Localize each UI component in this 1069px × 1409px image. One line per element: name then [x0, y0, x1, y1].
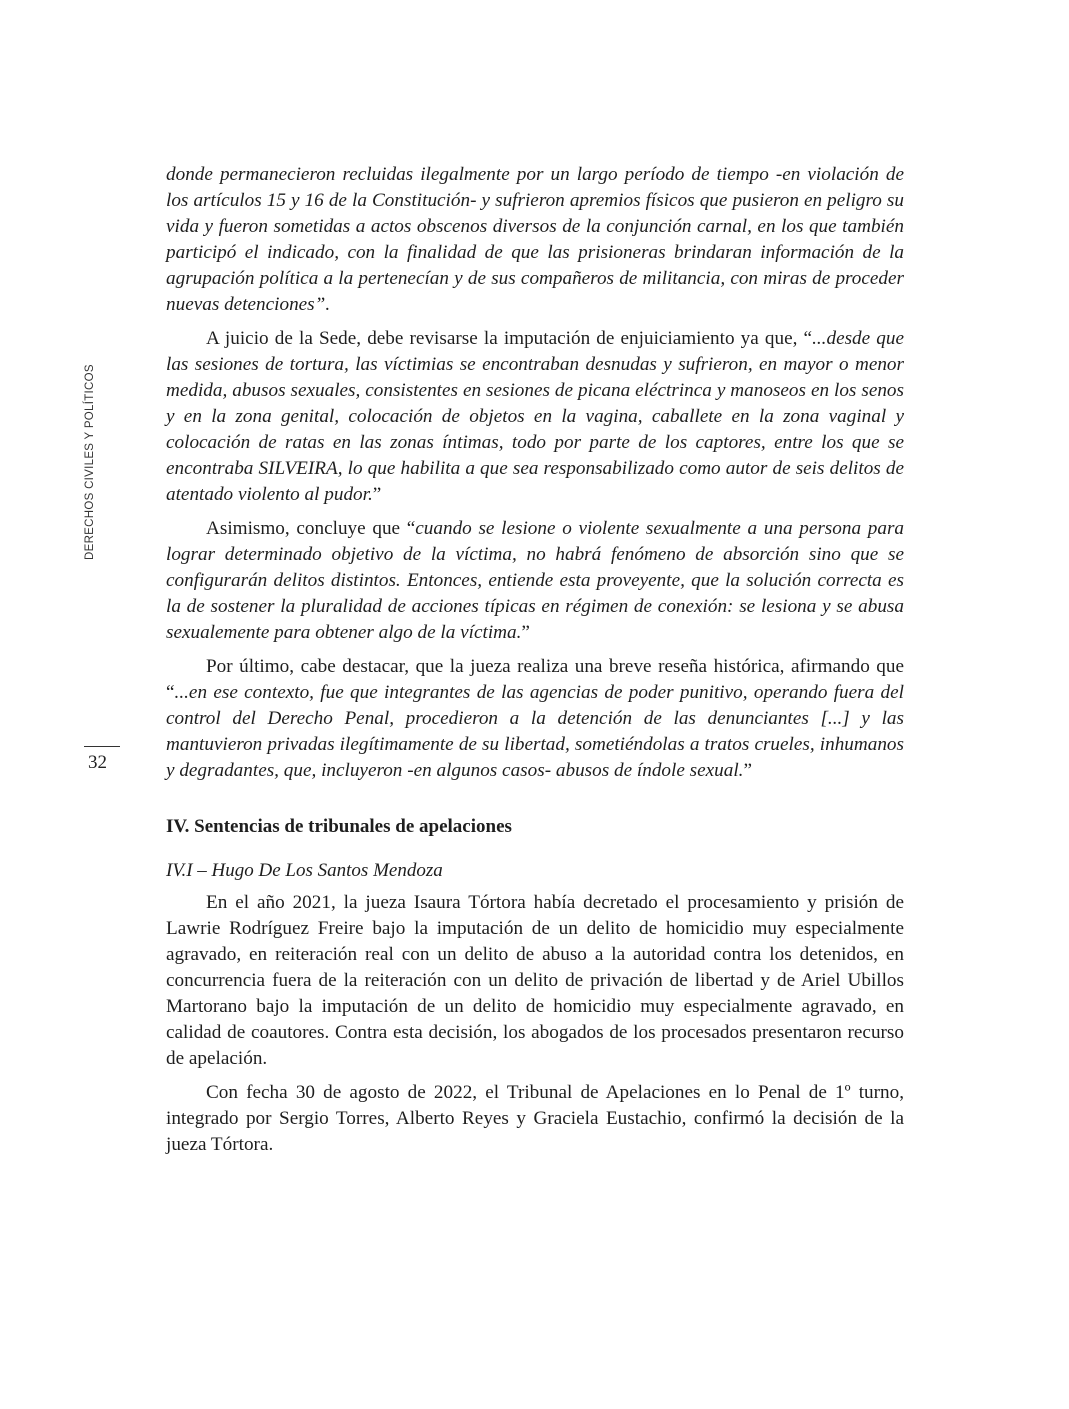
paragraph-tail: ” — [521, 622, 530, 643]
quote-text: ...desde que las sesiones de tortura, las víctimias se encontraban desnudas y sufrieron, en mayor o menor medida, abusos sexuales, consistentes en sesiones de picana eléctrinca y manoseos en los senos y en la zona genital, colocación de objetos en la vagina, caballete en la zona vaginal y colocación de ratas en las zonas íntimas, todo por parte de los captores, entre los que se encontraba SILVEIRA, lo que habilita a que sea responsabilizado como autor de seis delitos de atentado violento al pudor. — [166, 328, 904, 505]
quote-text: cuando se lesione o violente sexualmente a una persona para lograr determinado objetivo de la víctima, no habrá fenómeno de absorción sino que se configurarán delitos distintos. Entonces, entiende esta proveyente, que la solución correcta es la de sostener la pluralidad de acciones típicas en régimen de conexión: se lesiona y se abusa sexualemente para obtener algo de la víctima. — [166, 518, 905, 643]
paragraph-appeal-decision: Con fecha 30 de agosto de 2022, el Tribunal de Apelaciones en lo Penal de 1º turno, integrado por Sergio Torres, Alberto Reyes y Graciela Eustachio, confirmó la decisión de la jueza Tórtora. — [166, 1082, 904, 1155]
page-number-rule — [84, 746, 120, 747]
paragraph-quote-continuation — [166, 162, 904, 318]
main-text — [166, 162, 904, 1166]
paragraph-conclusion — [166, 516, 904, 646]
quote-text: ...en ese contexto, fue que integrantes de las agencias de poder punitivo, operando fuera del control del Derecho Penal, procedieron a la detención de las denunciantes [...] y las mantuvieron privadas ilegítimamente de su libertad, sometiéndolas a tratos crueles, inhumanos y degradantes, que, incluyeron -en algunos casos- abusos de índole sexual. — [166, 682, 904, 781]
paragraph-case-background: En el año 2021, la jueza Isaura Tórtora había decretado el procesamiento y prisión de Lawrie Rodríguez Freire bajo la imputación de un delito de homicidio muy especialmente agravado, en reiteración real con un delito de abuso a la autoridad contra los detenidos, en concurrencia fuera de la reiteración con un delito de privación de libertad y de Ariel Ubillos Martorano bajo la imputación de un delito de homicidio muy especialmente agravado, en calidad de coautores. Contra esta decisión, los abogados de los procesados presentaron recurso de apelación. — [166, 892, 904, 1069]
paragraph-tail: ” — [372, 484, 382, 505]
paragraph-historical-review — [166, 654, 904, 784]
running-section-label: DERECHOS CIVILES Y POLÍTICOS — [84, 364, 96, 560]
section-heading: IV. Sentencias de tribunales de apelaciones — [166, 816, 512, 837]
page-number: 32 — [88, 752, 107, 773]
paragraph-lead: Asimismo, concluye que “ — [206, 518, 416, 539]
subsection-heading: IV.I – Hugo De Los Santos Mendoza — [166, 860, 443, 881]
quote-text: donde permanecieron recluidas ilegalmente por un largo período de tiempo -en violación de los artículos 15 y 16 de la Constitución- y sufrieron apremios físicos que pusieron en peligro su vida y fueron sometidas a actos obscenos diversos de la conjunción carnal, en los que también participó el indicado, con la finalidad de que las prisioneras brindaran información de la agrupación política a la pertenecían y de sus compañeros de militancia, con miras de proceder nuevas detenciones”. — [166, 164, 904, 315]
paragraph-tail: ” — [743, 760, 753, 781]
paragraph-sede-judgement — [166, 326, 904, 508]
paragraph-lead: A juicio de la Sede, debe revisarse la imputación de enjuiciamiento ya que, “ — [206, 328, 813, 349]
paragraph-lead: Por último, cabe destacar, que la jueza realiza una breve reseña histórica, afirmando que “ — [166, 656, 904, 703]
